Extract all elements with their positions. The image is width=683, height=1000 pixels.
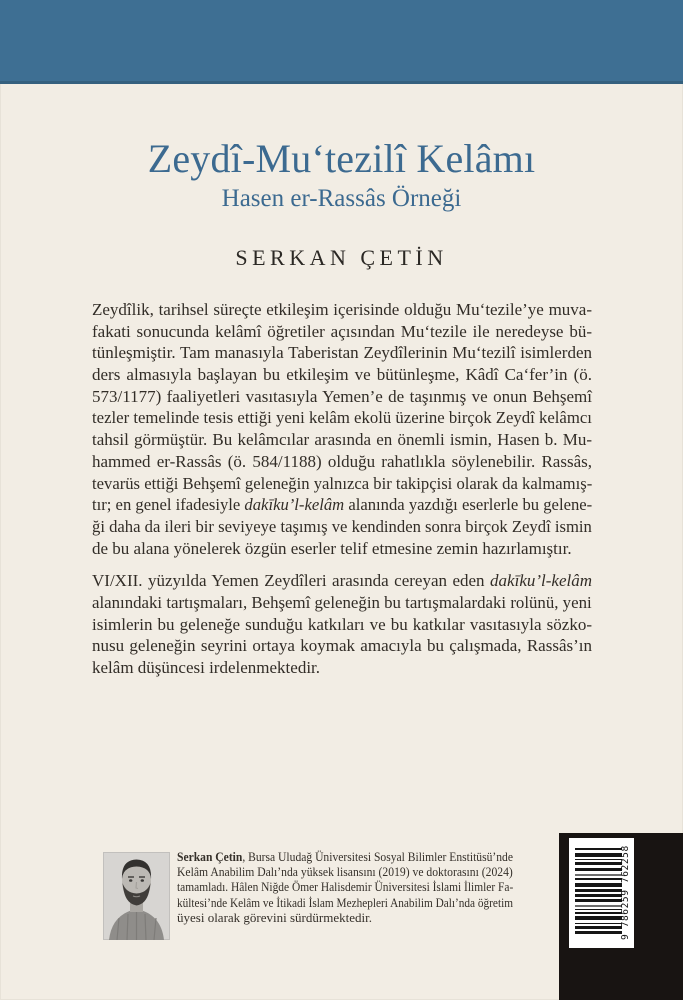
text-segment: , Bursa Uludağ Üniversitesi Sosyal Bilimler Enstitüsü’nde — [242, 849, 513, 864]
text-line: tahsil görmüştür. Bu kelâmcılar arasında en önemli ismin, Hasen b. Mu- — [92, 430, 592, 450]
paragraph-1 — [92, 299, 592, 559]
text-segment: VI/XII. yüzyılda Yemen Zeydîleri arasında cereyan eden — [92, 571, 491, 591]
top-band — [0, 0, 683, 84]
barcode — [569, 838, 634, 948]
text-line — [92, 570, 592, 592]
text-line: alanındaki tartışmaları, Behşemî geleneğin bu tartışmalardaki rolünü, yeni — [92, 592, 592, 612]
text-line: nusu geleneğin seyrini ortaya koymak amacıyla bu çalışmada, Rassâs’ın — [92, 636, 592, 656]
author-name: SERKAN ÇETİN — [235, 245, 448, 270]
bio-line: üyesi olarak görevini sürdürmektedir. — [177, 909, 372, 925]
barcode-bars — [575, 848, 622, 937]
italic-term: dakīku’l-kelâm — [490, 571, 592, 591]
bio-line: Kelâm Anabilim Dalı’nda yüksek lisansını (2019) ve doktorasını (2024) — [177, 864, 513, 880]
author-photo — [103, 852, 170, 940]
text-line: fakati sonucunda kelâmî öğretiler açısından Mu‘tezile ile neredeyse bü- — [92, 321, 592, 341]
text-line — [92, 494, 593, 516]
text-line: ders almasıyla başlayan bu etkileşim ve bütünleşme, Kâdî Ca‘fer’in (ö. — [92, 365, 592, 385]
book-title: Zeydî-Mu‘tezilî Kelâmı — [147, 136, 536, 181]
bio-line: tamamladı. Hâlen Niğde Ömer Halisdemir Üniversitesi İslami İlimler Fa- — [177, 879, 514, 895]
text-line: de bu alana yönelerek özgün eserler telif etmesine zemin hazırlamıştır. — [92, 538, 572, 558]
book-subtitle: Hasen er-Rassâs Örneği — [221, 185, 462, 212]
italic-term: dakīku’l-kelâm — [244, 495, 345, 515]
text-line: 573/1177) faaliyetleri vasıtasıyla Yemen’e de taşınmış ve onun Behşemî — [92, 386, 592, 406]
isbn-number: 9 786259 762258 — [620, 845, 631, 941]
text-line: tevarüs ettiği Behşemî geleneğin yalnızca bir takipçisi olarak da kalmamış- — [92, 473, 593, 493]
text-line: isimlerin bu geleneğe sunduğu katkıları ve bu katkılar vasıtasıyla sözko- — [92, 614, 592, 634]
text-line: hammed er-Rassâs (ö. 584/1188) olduğu rahatlıkla söylenebilir. Rassâs, — [92, 451, 592, 471]
text-line: Zeydîlik, tarihsel süreçte etkileşim içerisinde olduğu Mu‘tezile’ye muva- — [92, 300, 592, 319]
paragraph-2 — [92, 570, 592, 678]
text-line: kelâm düşüncesi irdelenmektedir. — [92, 658, 321, 677]
text-segment: alanında yazdığı eserlerle bu gelene- — [344, 495, 593, 515]
synopsis — [92, 299, 592, 679]
text-line: ği daha da ileri bir seviyeye taşımış ve kendinden sonra birçok Zeydî ismin — [92, 516, 592, 536]
bio-author-name: Serkan Çetin — [177, 849, 243, 864]
text-segment: tır; en genel ifadesiyle — [92, 495, 245, 515]
text-line: tezler temelinde tesis ettiği yeni kelâm ekolü üzerine birçok Zeydî kelâmcı — [92, 408, 592, 428]
bio-line: kültesi’nde Kelâm ve İtikadi İslam Mezhepleri Anabilim Dalı’nda öğretim — [177, 894, 513, 910]
bio-line — [177, 849, 513, 864]
barcode-block — [559, 833, 683, 1000]
text-line: tünleşmiştir. Tam manasıyla Taberistan Zeydîlerinin Mu‘tezilî isimlerden — [92, 343, 592, 363]
author-bio — [177, 849, 513, 925]
